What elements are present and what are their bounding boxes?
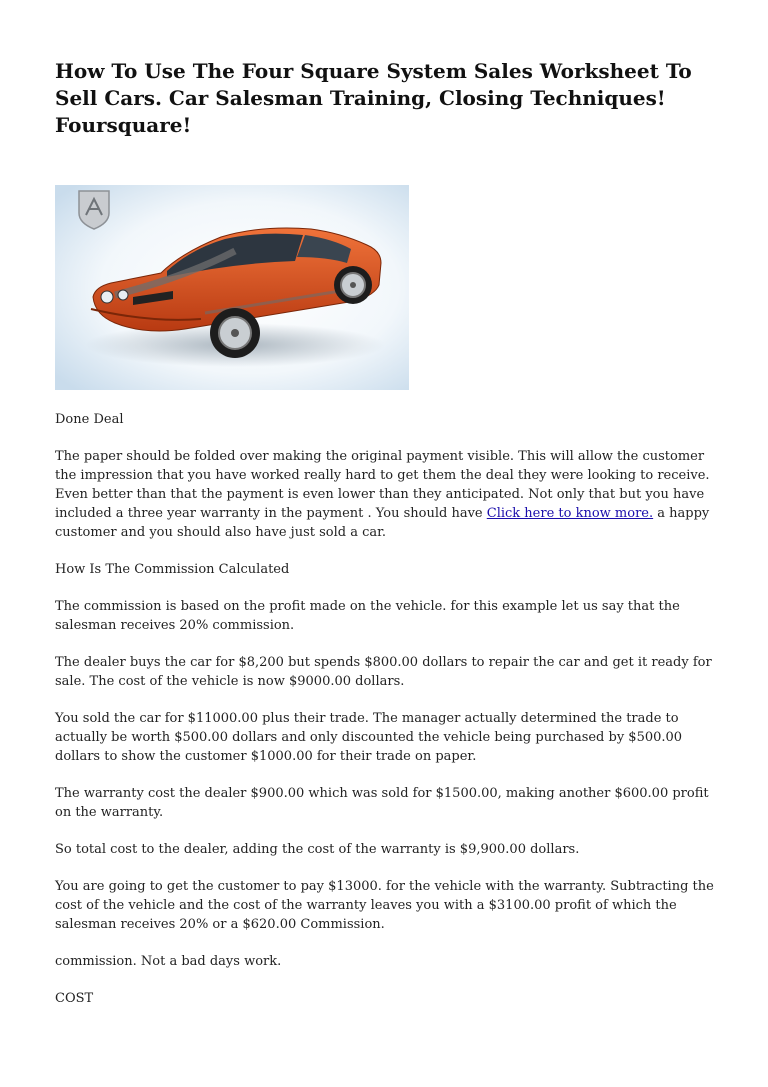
section-heading-commission: How Is The Commission Calculated [55, 562, 290, 577]
know-more-link[interactable]: Click here to know more. [486, 506, 654, 521]
section-heading-done-deal: Done Deal [55, 412, 124, 427]
car-photo-icon [55, 185, 409, 390]
paragraph-profit: You are going to get the customer to pay $13000. for the vehicle with the warranty. Subtracting the cost of the vehicle and the cost of the warranty leaves you with a $3100.00 profit of which the salesman receives 20% or a $620.00 Commission. [55, 879, 714, 932]
paragraph-warranty: The warranty cost the dealer $900.00 which was sold for $1500.00, making another $600.00 profit on the warranty. [55, 786, 709, 820]
paragraph-dealer-cost: The dealer buys the car for $8,200 but spends $800.00 dollars to repair the car and get it ready for sale. The cost of the vehicle is now $9000.00 dollars. [55, 655, 712, 689]
paragraph-folded-paper: The paper should be folded over making the original payment visible. This will allow the customer the impression that you have worked really hard to get them the deal they were looking to receive. Even better than that the payment is even lower than they anticipated. Not only that but you have included a three year warranty in the payment . You should have Click here to know more. a happy customer and you should also have just sold a car. [55, 449, 710, 540]
paragraph-cost: COST [55, 991, 94, 1006]
paragraph-commission-basis: The commission is based on the profit made on the vehicle. for this example let us say that the salesman receives 20% commission. [55, 599, 680, 633]
paragraph-total-cost: So total cost to the dealer, adding the cost of the warranty is $9,900.00 dollars. [55, 842, 580, 857]
article-body [55, 410, 715, 1026]
paragraph-trade: You sold the car for $11000.00 plus their trade. The manager actually determined the trade to actually be worth $500.00 dollars and only discounted the vehicle being purchased by $500.00 dollars to show the customer $1000.00 for their trade on paper. [55, 711, 683, 764]
page-title: How To Use The Four Square System Sales Worksheet To Sell Cars. Car Salesman Training, Closing Techniques! Foursquare! [55, 59, 692, 137]
paragraph-closing: commission. Not a bad days work. [55, 954, 282, 969]
